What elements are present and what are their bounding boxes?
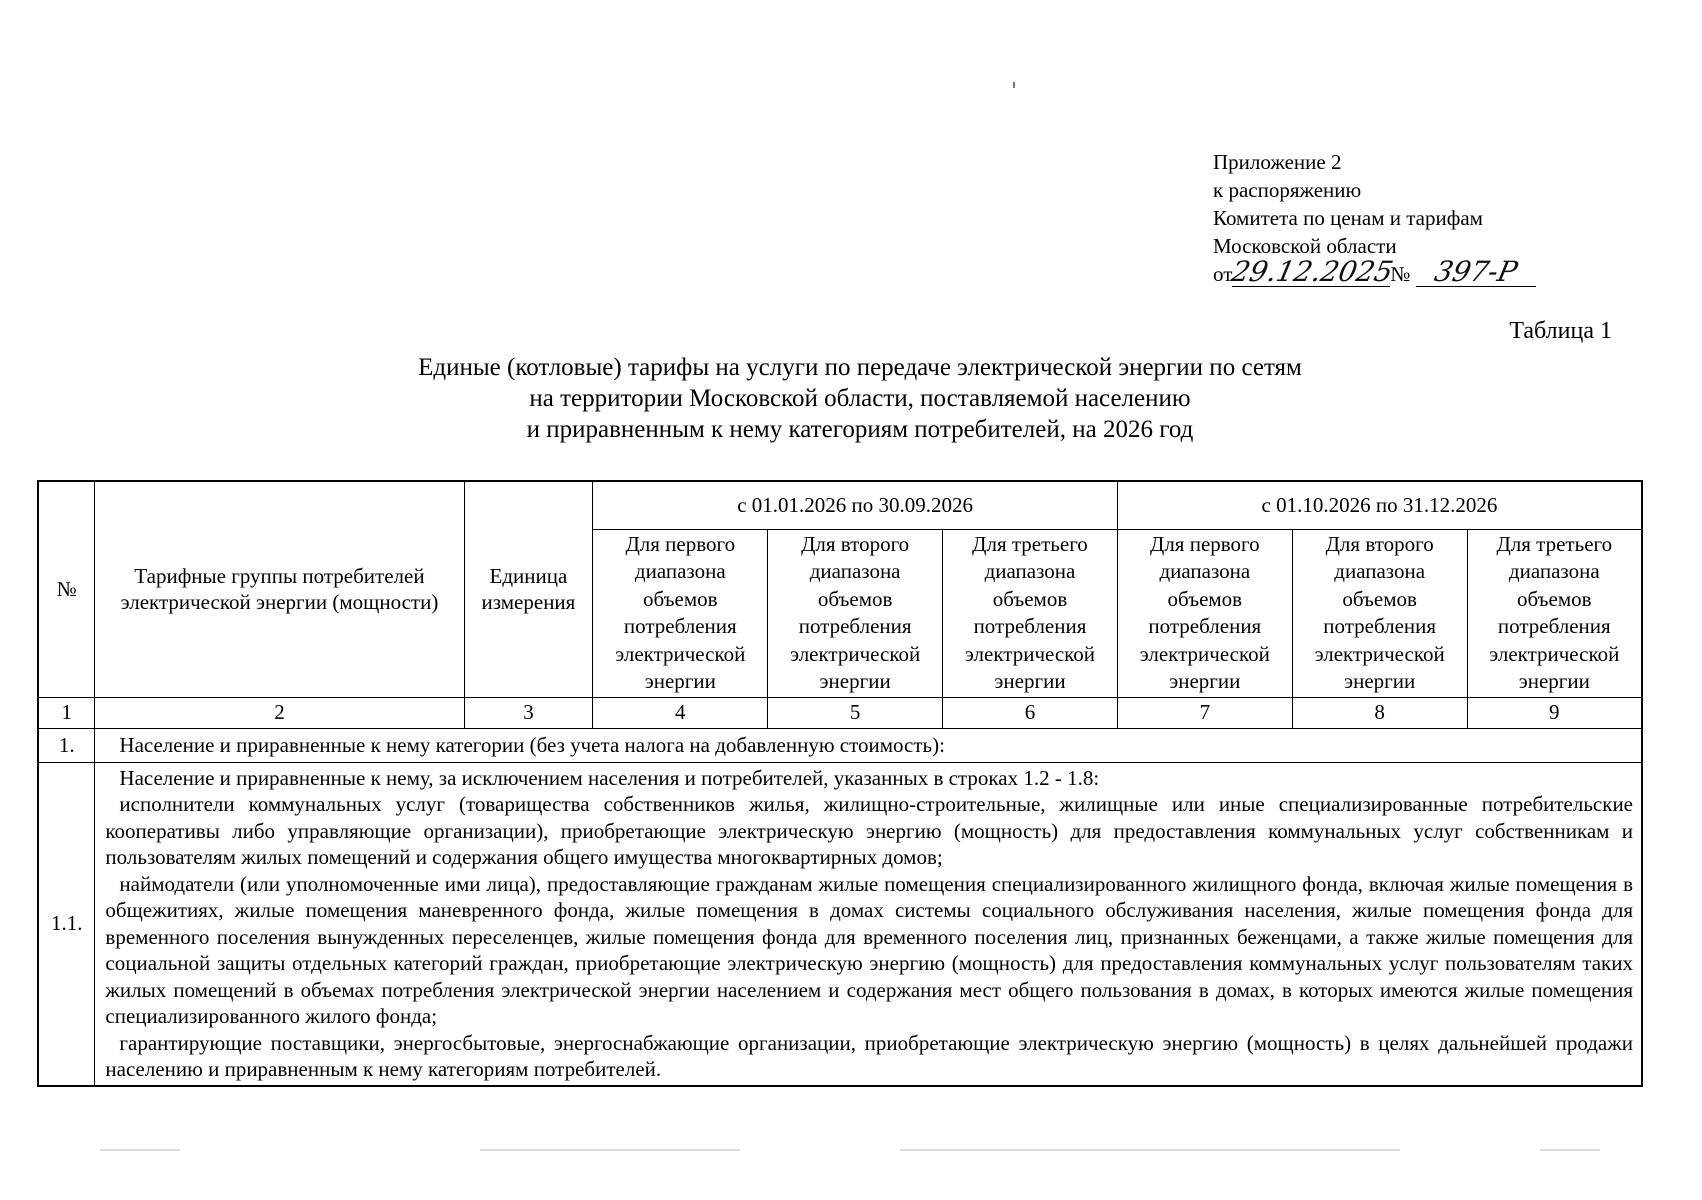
table-row [38,728,1642,762]
title-line-1: Единые (котловые) тарифы на услуги по передаче электрической энергии по сетям [418,354,1302,381]
appendix-line-2: к распоряжению [1213,178,1362,202]
header-sub-4: Для первого диапазона объемов потребления электрической энергии [1117,529,1292,697]
row-1-1-num: 1.1. [38,762,95,1086]
appendix-block [1213,148,1536,288]
row-1-1-paragraph-1: Население и приравненные к нему, за исключением населения и потребителей, указанных в строках 1.2 - 1.8: [119,765,1100,790]
header-sub-5: Для второго диапазона объемов потребления электрической энергии [1292,529,1467,697]
header-unit: Единица измерения [464,481,593,697]
row-1-num: 1. [38,728,95,762]
header-period-2: с 01.10.2026 по 31.12.2026 [1117,481,1642,529]
appendix-date-line [1213,255,1536,288]
header-tariff-groups: Тарифные группы потребителей электрической энергии (мощности) [95,481,464,697]
col-number: 8 [1292,697,1467,728]
header-sub-1: Для первого диапазона объемов потребления электрической энергии [593,529,768,697]
title-line-3: и приравненным к нему категориям потребителей, на 2026 год [526,416,1194,443]
tariff-table [37,480,1643,1087]
row-1-1-paragraph-3: наймодатели (или уполномоченные ими лица), предоставляющие гражданам жилые помещения специализированного жилищного фонда, включая жилые помещения в общежитиях, жилые помещения маневренного фонда, жилые помещения в домах системы социального обслуживания населения, жилые помещения фонда для временного поселения вынужденных переселенцев, жилые помещения фонда для временного поселения лиц, признанных беженцами, а также жилые помещения для социальной защиты отдельных категорий граждан, приобретающие электрическую энергию (мощность) для предоставления коммунальных услуг пользователям таких жилых помещений в объемах потребления электрической энергии населением и содержания мест общего пользования в домах, в которых имеются жилые помещения специализированного жилого фонда; [105,871,1633,1028]
col-number: 9 [1467,697,1642,728]
row-1-text: Население и приравненные к нему категории (без учета налога на добавленную стоимость): [95,728,1642,762]
table-row [38,762,1642,1086]
appendix-line-4: Московской области [1213,234,1397,258]
handwritten-number: 397-Р [1431,255,1521,288]
col-number: 1 [38,697,95,728]
scan-artifact [900,1149,1400,1151]
row-1-1-paragraph-2: исполнители коммунальных услуг (товарищества собственников жилья, жилищно-строительные, жилищные или иные специализированные потребительские кооперативы либо управляющие организации), приобретающие электрическую энергию (мощность) для предоставления коммунальных услуг собственникам и пользователям жилых помещений и содержания общего имущества многоквартирных домов; [105,792,1633,869]
col-number: 7 [1117,697,1292,728]
header-num: № [38,481,95,697]
scan-artifact [100,1149,180,1151]
scan-artifact [1540,1149,1600,1151]
header-period-1: с 01.01.2026 по 30.09.2026 [593,481,1118,529]
col-number: 2 [95,697,464,728]
col-number: 4 [593,697,768,728]
appendix-line-1: Приложение 2 [1213,150,1342,174]
col-number: 3 [464,697,593,728]
header-sub-3: Для третьего диапазона объемов потребления электрической энергии [943,529,1118,697]
table-number: Таблица 1 [1509,318,1612,344]
scan-artifact [480,1149,740,1151]
title-line-2: на территории Московской области, поставляемой населению [529,385,1191,412]
row-1-1-paragraph-4: гарантирующие поставщики, энергосбытовые, энергоснабжающие организации, приобретающие электрическую энергию (мощность) в целях дальнейшей продажи населению и приравненным к нему категориям потребителей. [105,1030,1633,1081]
document-title [150,352,1570,445]
scan-mark [1013,82,1015,88]
header-sub-6: Для третьего диапазона объемов потребления электрической энергии [1467,529,1642,697]
col-number: 5 [768,697,943,728]
header-sub-2: Для второго диапазона объемов потребления электрической энергии [768,529,943,697]
appendix-line-3: Комитета по ценам и тарифам [1213,206,1483,230]
handwritten-date: 29.12.2025 [1229,255,1397,288]
col-number: 6 [943,697,1118,728]
column-number-row [38,697,1642,728]
row-1-1-text [95,762,1642,1086]
number-prefix: № [1390,262,1411,286]
date-prefix: от [1213,262,1233,286]
